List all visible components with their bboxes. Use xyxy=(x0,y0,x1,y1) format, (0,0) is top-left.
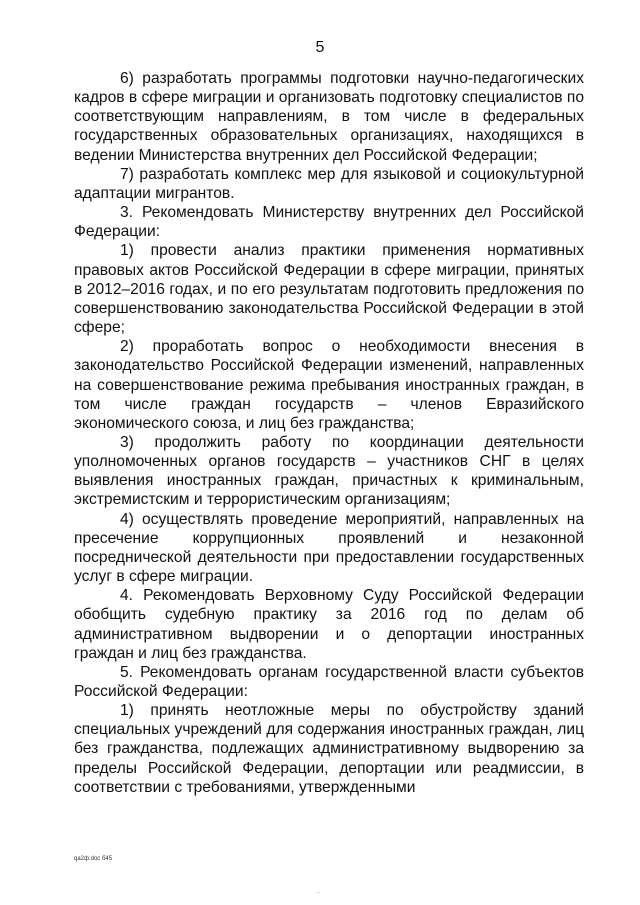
paragraph-section-3: 3. Рекомендовать Министерству внутренних дел Российской Федерации: xyxy=(74,204,584,241)
paragraph-section-3-item-3: 3) продолжить работу по координации деятельности уполномоченных органов государств – участников СНГ в целях выявления иностранных граждан, причастных к криминальным, экстремистским и террористическим организациям; xyxy=(74,433,584,509)
paragraph-section-5-item-1: 1) принять неотложные меры по обустройству зданий специальных учреждений для содержания иностранных граждан, лиц без гражданства, подлежащих административному выдворению за пределы Российской Федерации, депортации или реадмиссии, в соответствии с требованиями, утвержденными xyxy=(74,702,584,796)
paragraph-item-6: 6) разработать программы подготовки научно-педагогических кадров в сфере миграции и организовать подготовку специалистов по соответствующим направлениям, в том числе в федеральных государственных образовательных организациях, находящихся в ведении Министерства внутренних дел Российской Федерации; xyxy=(74,70,584,164)
paragraph-section-3-item-2: 2) проработать вопрос о необходимости внесения в законодательство Российской Федерации изменений, направленных на совершенствование режима пребывания иностранных граждан, в том числе граждан государств – членов Евразийского экономического союза, и лиц без гражданства; xyxy=(74,338,584,432)
file-reference: qa2ф.doc б45 xyxy=(74,856,113,862)
paragraph-section-3-item-4: 4) осуществлять проведение мероприятий, направленных на пресечение коррупционных проявлений и незаконной посреднической деятельности при предоставлении государственных услуг в сфере миграции. xyxy=(74,510,584,586)
paragraph-item-7: 7) разработать комплекс мер для языковой и социокультурной адаптации мигрантов. xyxy=(74,165,584,202)
footer-mark: ·· xyxy=(316,890,320,896)
paragraph-section-4: 4. Рекомендовать Верховному Суду Российской Федерации обобщить судебную практику за 2016 год по делам об административном выдворении и о депортации иностранных граждан и лиц без гражданства. xyxy=(74,587,584,662)
paragraph-section-3-item-1: 1) провести анализ практики применения нормативных правовых актов Российской Федерации в сфере миграции, принятых в 2012–2016 годах, и по его результатам подготовить предложения по совершенствованию законодательства Российской Федерации в этой сфере; xyxy=(74,242,584,337)
document-body xyxy=(74,69,584,797)
page-number: 5 xyxy=(315,39,325,56)
paragraph-section-5: 5. Рекомендовать органам государственной власти субъектов Российской Федерации: xyxy=(74,663,584,700)
